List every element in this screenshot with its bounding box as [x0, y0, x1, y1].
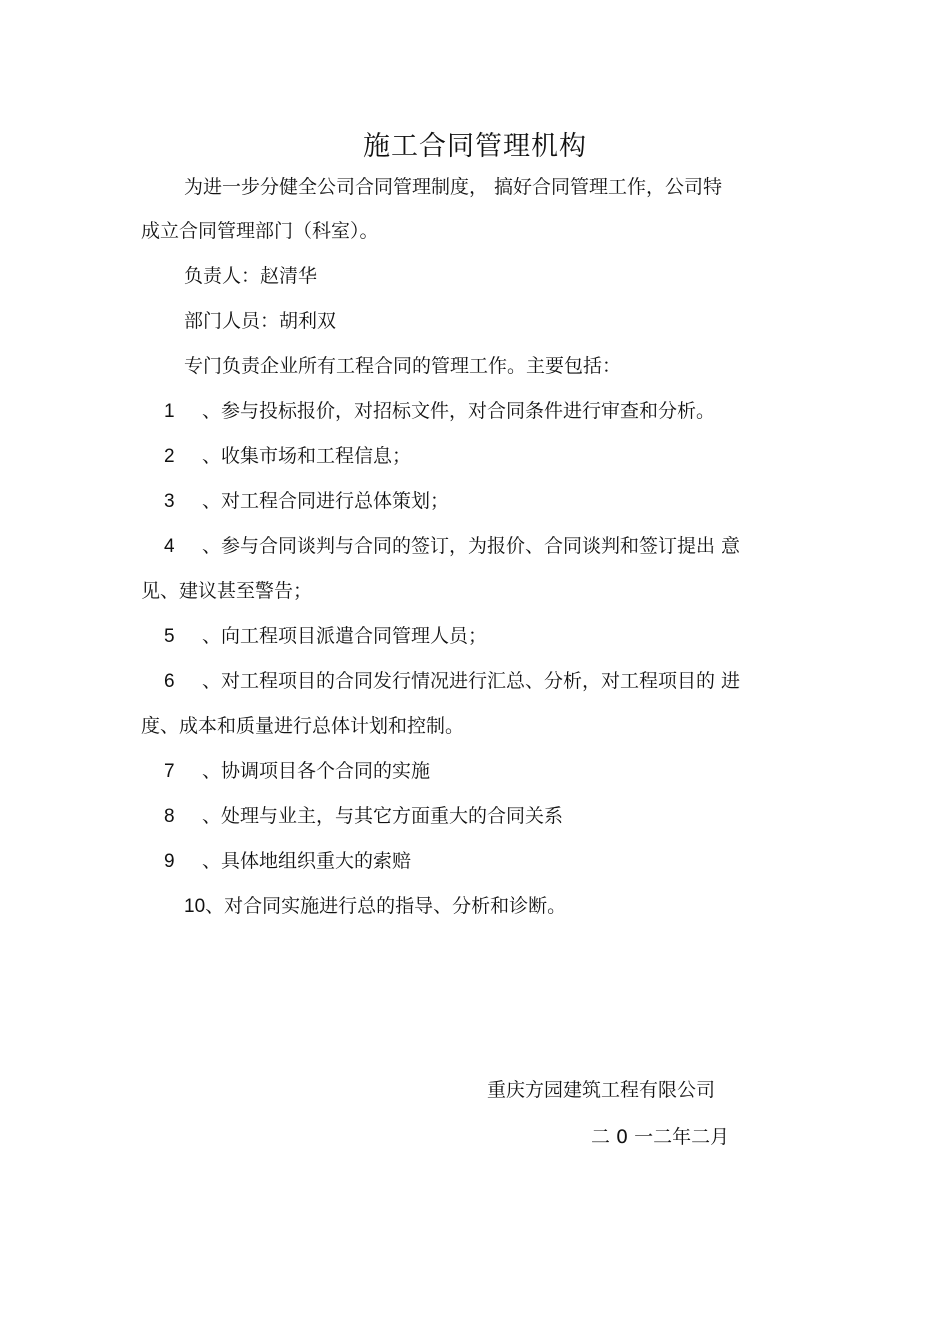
company-signature: 重庆方园建筑工程有限公司 — [487, 1079, 716, 1101]
duty-number: 6 — [164, 671, 175, 692]
duty-item-2 — [160, 441, 411, 472]
duty-text: 、参与合同谈判与合同的签订，为报价、合同谈判和签订提出 意 — [202, 535, 741, 557]
responsible-person: 负责人：赵清华 — [184, 265, 318, 287]
duty-item-1 — [160, 396, 715, 427]
duty-text: 、对工程项目的合同发行情况进行汇总、分析，对工程项目的 进 — [202, 670, 741, 692]
duty-number: 8 — [164, 806, 175, 827]
intro-line-1: 为进一步分健全公司合同管理制度， 搞好合同管理工作，公司特 — [184, 176, 723, 198]
duty-number: 1 — [164, 401, 175, 422]
duty-number: 4 — [164, 536, 175, 557]
duties-intro: 专门负责企业所有工程合同的管理工作。主要包括： — [184, 355, 622, 377]
duty-item-4-continued: 见、建议甚至警告； — [141, 580, 313, 602]
duty-text: 、收集市场和工程信息； — [202, 445, 412, 467]
duty-item-3 — [160, 486, 449, 517]
duty-number: 9 — [164, 851, 175, 872]
document-date: 二 0 一二年二月 — [591, 1126, 730, 1148]
duty-item-7 — [160, 756, 430, 787]
duty-text: 、向工程项目派遣合同管理人员； — [202, 625, 488, 647]
duty-text: 、对合同实施进行总的指导、分析和诊断。 — [205, 895, 567, 917]
duty-text: 、处理与业主，与其它方面重大的合同关系 — [202, 805, 564, 827]
duty-text: 、具体地组织重大的索赔 — [202, 850, 412, 872]
duty-number: 10 — [184, 896, 206, 917]
duty-text: 、对工程合同进行总体策划； — [202, 490, 450, 512]
duty-text: 、协调项目各个合同的实施 — [202, 760, 431, 782]
duty-number: 7 — [164, 761, 175, 782]
intro-line-2: 成立合同管理部门（科室）。 — [141, 220, 379, 242]
duty-number: 3 — [164, 491, 175, 512]
duty-number: 5 — [164, 626, 175, 647]
duty-number: 2 — [164, 446, 175, 467]
document-title: 施工合同管理机构 — [363, 131, 587, 162]
duty-item-5 — [160, 621, 487, 652]
duty-item-9 — [160, 846, 411, 877]
duty-item-6-continued: 度、成本和质量进行总体计划和控制。 — [141, 715, 465, 737]
duty-item-6 — [160, 666, 740, 697]
duty-item-4 — [160, 531, 740, 562]
department-staff: 部门人员：胡利双 — [184, 310, 337, 332]
duty-text: 、参与投标报价，对招标文件，对合同条件进行审查和分析。 — [202, 400, 716, 422]
duty-item-10 — [184, 891, 566, 922]
duty-item-8 — [160, 801, 563, 832]
